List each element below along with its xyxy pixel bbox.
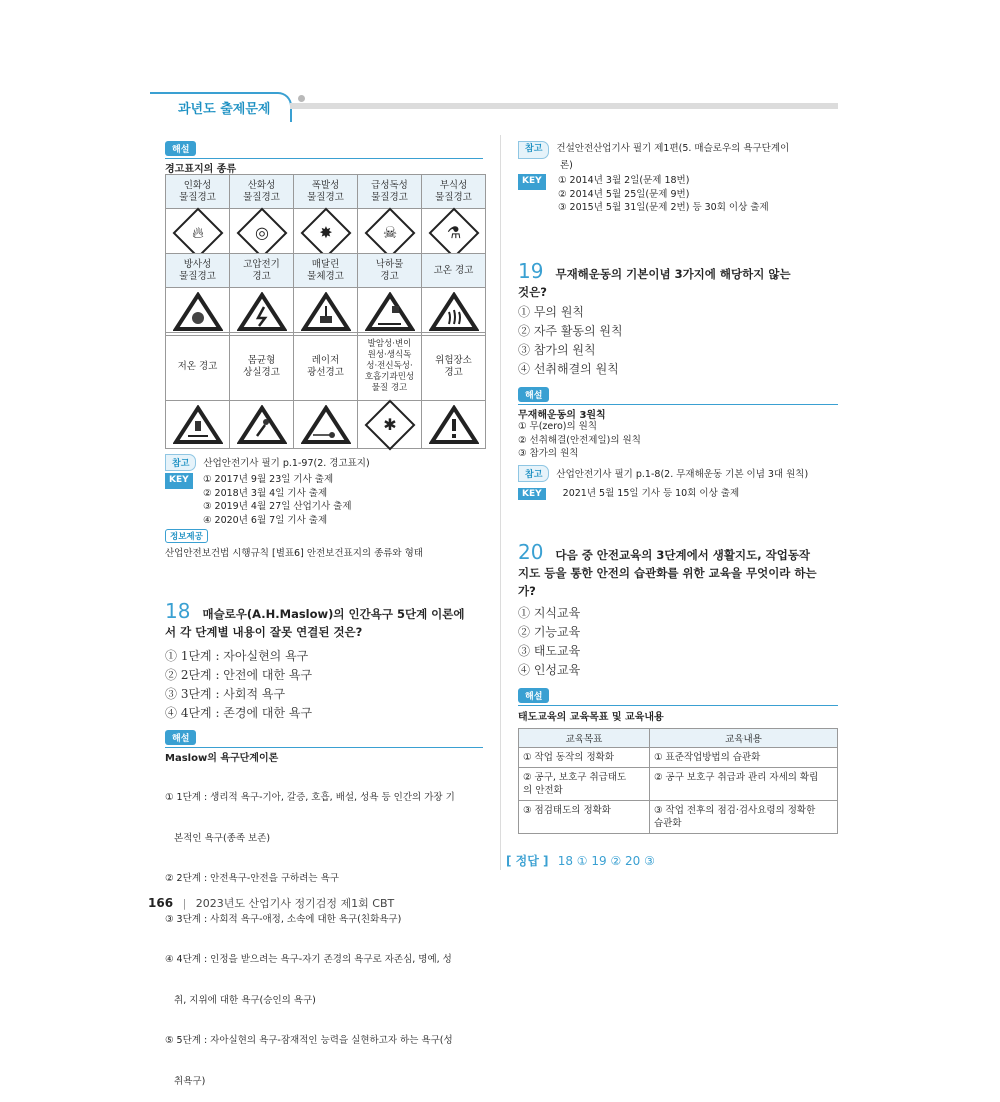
option[interactable]: ① 지식교육 (518, 606, 581, 620)
solution-label: 해설 (518, 387, 549, 402)
answer-key (506, 852, 655, 869)
corrosion-icon: ⚗ (428, 207, 479, 258)
solution-label: 해설 (165, 141, 196, 156)
option[interactable]: ② 기능교육 (518, 625, 581, 639)
q20-solution-title: 태도교육의 교육목표 및 교육내용 (518, 712, 664, 723)
signs-table-2 (165, 253, 486, 336)
option[interactable]: ① 1단계 : 자아실현의 욕구 (165, 649, 309, 663)
footer-text: 2023년도 산업기사 정기검정 제1회 CBT (195, 897, 395, 910)
suspended-load-icon (294, 288, 358, 336)
column-divider (500, 135, 501, 870)
header-rule (290, 103, 838, 109)
q19-solution-header (518, 387, 838, 405)
section-title: 과년도 출제문제 (178, 102, 271, 117)
sign-label: 고압전기 경고 (230, 254, 294, 288)
solution-rule (165, 158, 483, 159)
page-number: 166 (148, 896, 174, 910)
q18-solution-body: ① 1단계 : 생리적 욕구-기아, 갈증, 호흡, 배설, 성욕 등 인간의 가장 기 본적인 욕구(종족 보존) ② 2단계 : 안전욕구-안전을 구하려는 욕구 ③ 3단계 : 사회적 욕구-애정, 소속에 대한 욕구(친화욕구) ④ 4단계 : 인정을 받으려는 욕구-자기 존경의 욕구로 자존심, 명예, 성 취, 지위에 대한 욕구(승인의 욕구) ⑤ 5단계 : 자아실현의 욕구-잠재적인 능력을 실현하고자 하는 욕구(성 취욕구) (165, 792, 455, 1087)
option[interactable]: ② 2단계 : 안전에 대한 욕구 (165, 668, 313, 682)
question-19: 19 무재해운동의 기본이념 3가지에 해당하지 않는 것은? (518, 259, 791, 299)
sign-label: 폭발성 물질경고 (294, 175, 358, 209)
hot-surface-icon (422, 288, 486, 336)
danger-exclamation-icon (422, 401, 486, 449)
option[interactable]: ① 무의 원칙 (518, 305, 584, 319)
reference-label: 참고 (518, 465, 549, 482)
q19-key: KEY 2021년 5월 15일 기사 등 10회 이상 출제 (518, 485, 739, 500)
sign-label: 인화성 물질경고 (166, 175, 230, 209)
info-text: 산업안전보건법 시행규칙 [별표6] 안전보건표지의 종류와 형태 (165, 548, 423, 559)
education-table (518, 728, 838, 834)
page-footer: 166 | 2023년도 산업기사 정기검정 제1회 CBT (148, 896, 395, 910)
solution-label: 해설 (165, 730, 196, 745)
sign-label: 급성독성 물질경고 (358, 175, 422, 209)
explosion-icon: ✸ (300, 207, 351, 258)
option[interactable]: ④ 4단계 : 존경에 대한 욕구 (165, 706, 313, 720)
signs-reference: 참고 산업안전기사 필기 p.1-97(2. 경고표지) (165, 454, 483, 471)
sign-label: 방사성 물질경고 (166, 254, 230, 288)
q18-solution-title: Maslow의 욕구단계이론 (165, 753, 279, 764)
option[interactable]: ④ 인성교육 (518, 663, 581, 677)
radiation-icon (166, 288, 230, 336)
sign-label: 발암성·변이 원성·생식독 성·전신독성· 호흡기과민성 물질 경고 (358, 333, 422, 401)
falling-object-icon (358, 288, 422, 336)
table-header: 교육목표 (519, 729, 650, 748)
low-temperature-icon (166, 401, 230, 449)
q19-reference: 참고 산업안전기사 필기 p.1-8(2. 무재해운동 기본 이념 3대 원칙) (518, 465, 848, 482)
solution-label: 해설 (518, 688, 549, 703)
sign-label: 매달린 물체경고 (294, 254, 358, 288)
signs-title: 경고표지의 종류 (165, 164, 237, 175)
q19-solution-body: ① 무(zero)의 원칙 ② 선취해결(안전제일)의 원칙 ③ 참가의 원칙 (518, 421, 641, 459)
question-18: 18 매슬로우(A.H.Maslow)의 인간욕구 5단계 이론에 서 각 단계별 내용이 잘못 연결된 것은? (165, 599, 465, 639)
answer-values: 18 ① 19 ② 20 ③ (557, 854, 655, 868)
flame-icon: 🔥︎ (172, 207, 223, 258)
question-20: 20 다음 중 안전교육의 3단계에서 생활지도, 작업동작 지도 등을 통한 안전의 습관화를 위한 교육을 무엇이라 하는 가? (518, 540, 817, 598)
sign-label: 레이저 광선경고 (294, 333, 358, 401)
key-label: KEY (165, 473, 193, 489)
q18-reference: 참고 건설안전산업기사 필기 제1편(5. 매슬로우의 욕구단계이 론) (518, 141, 838, 172)
answer-label: [ 정답 ] (506, 854, 549, 868)
left-solution-header (165, 141, 483, 159)
sign-label: 부식성 물질경고 (422, 175, 486, 209)
table-row: ③ 점검태도의 정확화 ③ 작업 전후의 점검·검사요령의 정확한 습관화 (519, 801, 838, 834)
high-voltage-icon (230, 288, 294, 336)
info-label: 정보제공 (165, 529, 208, 543)
table-header: 교육내용 (650, 729, 838, 748)
sign-label: 낙하물 경고 (358, 254, 422, 288)
signs-table-1 (165, 174, 486, 257)
q19-solution-title: 무재해운동의 3원칙 (518, 410, 606, 421)
q18-solution-header (165, 730, 483, 748)
reference-label: 참고 (518, 141, 549, 159)
sign-label: 고온 경고 (422, 254, 486, 288)
skull-icon: ☠ (364, 207, 415, 258)
option[interactable]: ③ 3단계 : 사회적 욕구 (165, 687, 286, 701)
option[interactable]: ③ 태도교육 (518, 644, 581, 658)
signs-key: KEY ① 2017년 9월 23일 기사 출제 ② 2018년 3월 4일 기사 출제 ③ 2019년 4월 27일 산업기사 출제 ④ 2020년 6월 7일 기사 출제 (165, 473, 483, 489)
option[interactable]: ③ 참가의 원칙 (518, 343, 596, 357)
q20-options (518, 604, 580, 680)
header-dot (298, 95, 305, 102)
reference-label: 참고 (165, 454, 196, 471)
info-provided (165, 529, 208, 543)
health-hazard-icon: ✱ (358, 401, 422, 449)
table-row: ② 공구, 보호구 취급태도 의 안전화 ② 공구 보호구 취급과 관리 자세의 확립 (519, 768, 838, 801)
sign-label: 저온 경고 (166, 333, 230, 401)
sign-label: 위험장소 경고 (422, 333, 486, 401)
sign-label: 산화성 물질경고 (230, 175, 294, 209)
oxidizer-icon: ◎ (236, 207, 287, 258)
option[interactable]: ④ 선취해결의 원칙 (518, 362, 619, 376)
question-number: 19 (518, 259, 544, 283)
q18-options (165, 647, 312, 723)
key-label: KEY (518, 488, 546, 500)
loss-of-balance-icon (230, 401, 294, 449)
laser-icon (294, 401, 358, 449)
q19-options (518, 303, 623, 379)
key-label: KEY (518, 174, 546, 190)
question-number: 18 (165, 599, 191, 623)
signs-table-3 (165, 332, 486, 449)
question-number: 20 (518, 540, 544, 564)
option[interactable]: ② 자주 활동의 원칙 (518, 324, 623, 338)
q20-solution-header (518, 688, 838, 706)
sign-label: 몸균형 상실경고 (230, 333, 294, 401)
q18-key: KEY ① 2014년 3월 2일(문제 18번) ② 2014년 5월 25일(문제 9번) ③ 2015년 5월 31일(문제 2번) 등 30회 이상 출제 (518, 174, 838, 190)
table-row: ① 작업 동작의 정확화 ① 표준작업방법의 습관화 (519, 748, 838, 768)
